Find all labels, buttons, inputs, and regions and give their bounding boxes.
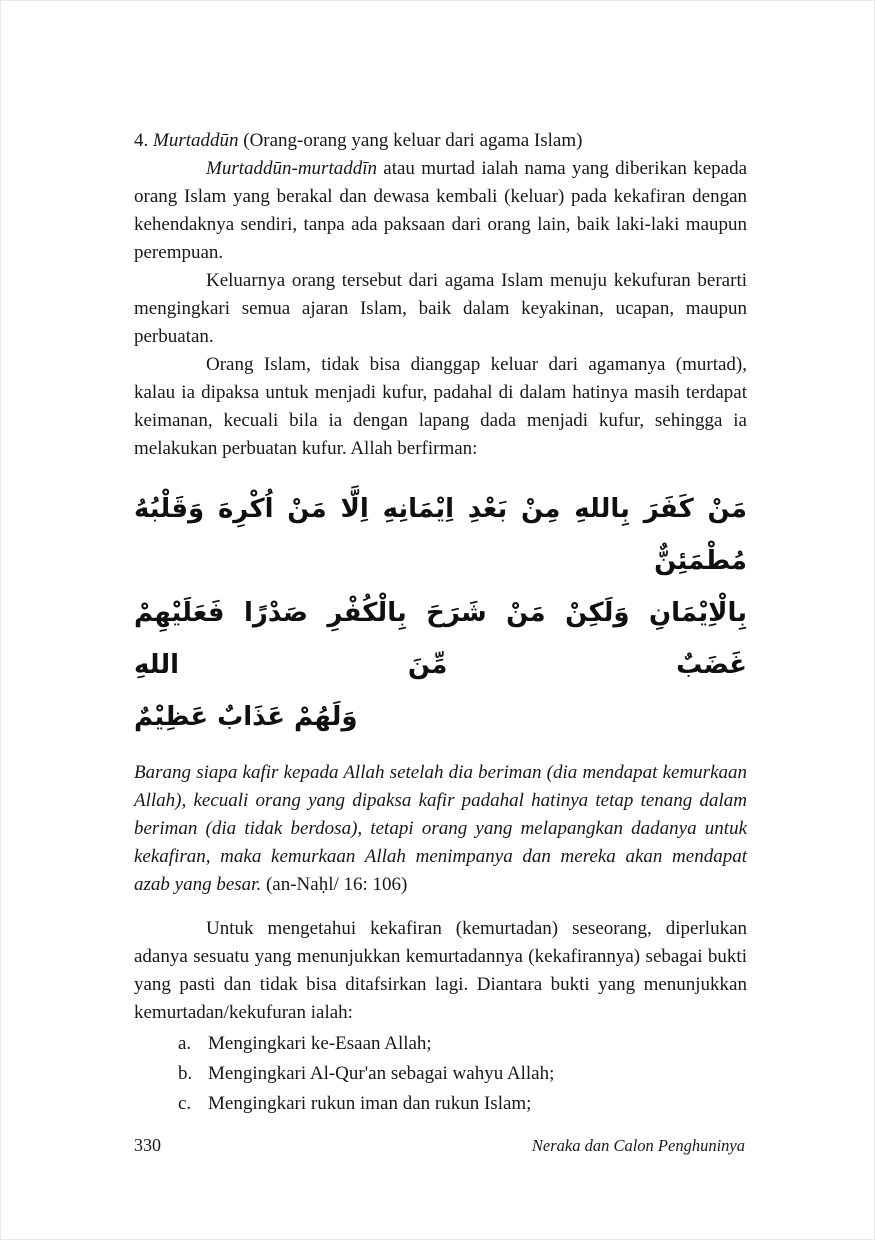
section-term: Murtaddūn: [153, 130, 239, 151]
list-item-marker: b.: [178, 1063, 193, 1084]
paragraph-1: [134, 155, 747, 267]
list-item-text: Mengingkari Al-Qur'an sebagai wahyu Allah;: [208, 1063, 555, 1084]
verse-translation: [134, 759, 747, 899]
paragraph-1-text: atau murtad ialah nama yang diberikan kepada orang Islam yang berakal dan dewasa kembali (keluar) pada kekafiran dengan kehendaknya sendiri, tanpa ada paksaan dari orang lain, baik laki-laki maupun perempuan.: [134, 158, 747, 263]
quran-verse: [134, 483, 747, 743]
page-number: 330: [134, 1135, 161, 1155]
list-item-text: Mengingkari ke-Esaan Allah;: [208, 1033, 432, 1054]
page-content: [134, 127, 747, 1119]
page-footer: [134, 1135, 745, 1156]
paragraph-3: Orang Islam, tidak bisa dianggap keluar dari agamanya (murtad), kalau ia dipaksa untuk menjadi kufur, padahal di dalam hatinya masih terdapat keimanan, kecuali bila ia dengan lapang dada menjadi kufur, sehingga ia melakukan perbuatan kufur. Allah berfirman:: [134, 354, 747, 459]
running-title: Neraka dan Calon Penghuninya: [531, 1136, 745, 1155]
verse-translation-text: Barang siapa kafir kepada Allah setelah dia beriman (dia mendapat kemurkaan Allah), kecuali orang yang dipaksa kafir padahal hatinya tetap tenang dalam beriman (dia tidak berdosa), tetapi orang yang melapangkan dadanya untuk kekafiran, maka kemurkaan Allah menimpanya dan mereka akan mendapat azab yang besar.: [134, 762, 747, 895]
quran-verse-line-1: مَنْ كَفَرَ بِاللهِ مِنْ بَعْدِ اِيْمَانِهِ اِلَّا مَنْ اُكْرِهَ وَقَلْبُهُ مُطْمَئِنٌّ: [134, 494, 747, 576]
paragraph-4: Untuk mengetahui kekafiran (kemurtadan) seseorang, diperlukan adanya sesuatu yang menunjukkan kemurtadannya (kekafirannya) sebagai bukti yang pasti dan tidak bisa ditafsirkan lagi. Diantara bukti yang menunjukkan kemurtadan/kekufuran ialah:: [134, 918, 747, 1023]
section-heading: [134, 127, 747, 155]
list-item: [178, 1029, 747, 1059]
list-item-marker: c.: [178, 1093, 192, 1114]
paragraph-1-lead: Murtaddūn-murtaddīn: [206, 158, 377, 179]
list-item-marker: a.: [178, 1033, 192, 1054]
section-number: 4.: [134, 130, 153, 151]
list-item-text: Mengingkari rukun iman dan rukun Islam;: [208, 1093, 532, 1114]
paragraph-2: Keluarnya orang tersebut dari agama Islam menuju kekufuran berarti mengingkari semua ajaran Islam, baik dalam keyakinan, ucapan, maupun perbuatan.: [134, 270, 747, 347]
evidence-list: [134, 1029, 747, 1119]
list-item: [178, 1059, 747, 1089]
list-item: [178, 1089, 747, 1119]
section-subtitle: (Orang-orang yang keluar dari agama Islam): [238, 130, 583, 151]
verse-reference: (an-Naḥl/ 16: 106): [261, 874, 408, 895]
quran-verse-line-3: وَلَهُمْ عَذَابٌ عَظِيْمٌ: [134, 702, 358, 732]
quran-verse-line-2: بِالْاِيْمَانِ وَلَكِنْ مَنْ شَرَحَ بِالْكُفْرِ صَدْرًا فَعَلَيْهِمْ غَضَبٌ مِّنَ اللهِ: [134, 598, 747, 680]
